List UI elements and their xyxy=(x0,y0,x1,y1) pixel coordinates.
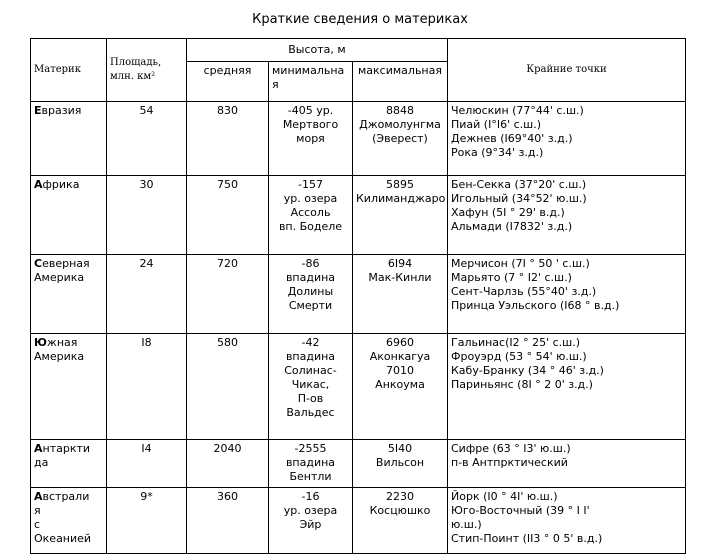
extreme-points-cell: Гальинас(I2 ° 25' с.ш.) Фроуэрд (53 ° 54' ю.ш.) Кабу-Бранку (34 ° 46' з.д.) Париньянс (8I ° 2 0' з.д.) xyxy=(448,334,686,440)
continent-name xyxy=(31,255,107,334)
avg-height-cell: 2040 xyxy=(187,440,269,488)
continent-name xyxy=(31,488,107,554)
name-initial: А xyxy=(34,442,43,455)
page-title: Краткие сведения о материках xyxy=(252,12,468,27)
name-initial: Е xyxy=(34,104,42,117)
extreme-points-cell: Йорк (I0 ° 4I' ю.ш.) Юго-Восточный (39 ° I I' ю.ш.) Стип-Поинт (II3 ° 0 5' в.д.) xyxy=(448,488,686,554)
name-initial: С xyxy=(34,257,43,270)
continent-name xyxy=(31,176,107,255)
max-height-cell: 6I94 Мак-Кинли xyxy=(353,255,448,334)
avg-height-cell: 720 xyxy=(187,255,269,334)
table-row xyxy=(31,334,686,440)
header-extreme-points: Крайние точки xyxy=(448,39,686,102)
avg-height-cell: 830 xyxy=(187,102,269,176)
extreme-points-cell: Мерчисон (7I ° 50 ' с.ш.) Марьято (7 ° I2' с.ш.) Сент-Чарлзь (55°40' з.д.) Принца Уэльского (I68 ° в.д.) xyxy=(448,255,686,334)
extreme-points-cell: Сифре (63 ° I3' ю.ш.) п-в Антпрктический xyxy=(448,440,686,488)
area-cell: 9* xyxy=(107,488,187,554)
area-cell: 30 xyxy=(107,176,187,255)
min-height-cell: -42 впадина Солинас- Чикас, П-ов Вальдес xyxy=(269,334,353,440)
area-cell: 24 xyxy=(107,255,187,334)
name-initial: Ю xyxy=(34,336,47,349)
min-height-cell: -86 впадина Долины Смерти xyxy=(269,255,353,334)
header-area: Площадь, млн. км² xyxy=(107,39,187,102)
name-rest: вразия xyxy=(41,104,82,117)
name-rest: фрика xyxy=(42,178,80,191)
name-rest: еверная Америка xyxy=(34,257,90,284)
table-row xyxy=(31,440,686,488)
table-row xyxy=(31,488,686,554)
avg-height-cell: 580 xyxy=(187,334,269,440)
name-initial: А xyxy=(34,490,43,503)
avg-height-cell: 360 xyxy=(187,488,269,554)
min-height-cell: -2555 впадина Бентли xyxy=(269,440,353,488)
header-avg-height: средняя xyxy=(187,62,269,102)
table-row xyxy=(31,102,686,176)
area-cell: I8 xyxy=(107,334,187,440)
header-min-height: минимальна я xyxy=(269,62,353,102)
name-initial: А xyxy=(34,178,43,191)
name-rest: встрали я с Океанией xyxy=(34,490,92,545)
continent-name xyxy=(31,102,107,176)
min-height-cell: -157 ур. озера Ассоль вп. Боделе xyxy=(269,176,353,255)
header-max-height: максимальная xyxy=(353,62,448,102)
table-row xyxy=(31,176,686,255)
continent-name xyxy=(31,334,107,440)
min-height-cell: -16 ур. озера Эйр xyxy=(269,488,353,554)
extreme-points-cell: Бен-Секка (37°20' с.ш.) Игольный (34°52' ю.ш.) Хафун (5I ° 29' в.д.) Альмади (I7832' з.д.) xyxy=(448,176,686,255)
max-height-cell: 5895 Килиманджаро xyxy=(353,176,448,255)
max-height-cell: 2230 Косцюшко xyxy=(353,488,448,554)
table-row xyxy=(31,255,686,334)
area-cell: I4 xyxy=(107,440,187,488)
name-rest: жная Америка xyxy=(34,336,85,363)
continent-name xyxy=(31,440,107,488)
min-height-cell: -405 ур. Мертвого моря xyxy=(269,102,353,176)
max-height-cell: 8848 Джомолунгма (Эверест) xyxy=(353,102,448,176)
max-height-cell: 6960 Аконкагуа 7010 Анкоума xyxy=(353,334,448,440)
extreme-points-cell: Челюскин (77°44' с.ш.) Пиай (I°I6' с.ш.) Дежнев (I69°40' з.д.) Рока (9°34' з.д.) xyxy=(448,102,686,176)
header-height-group: Высота, м xyxy=(187,39,448,62)
name-rest: нтаркти да xyxy=(34,442,91,469)
avg-height-cell: 750 xyxy=(187,176,269,255)
area-cell: 54 xyxy=(107,102,187,176)
header-continent: Материк xyxy=(31,39,107,102)
max-height-cell: 5I40 Вильсон xyxy=(353,440,448,488)
continents-table xyxy=(30,38,686,554)
